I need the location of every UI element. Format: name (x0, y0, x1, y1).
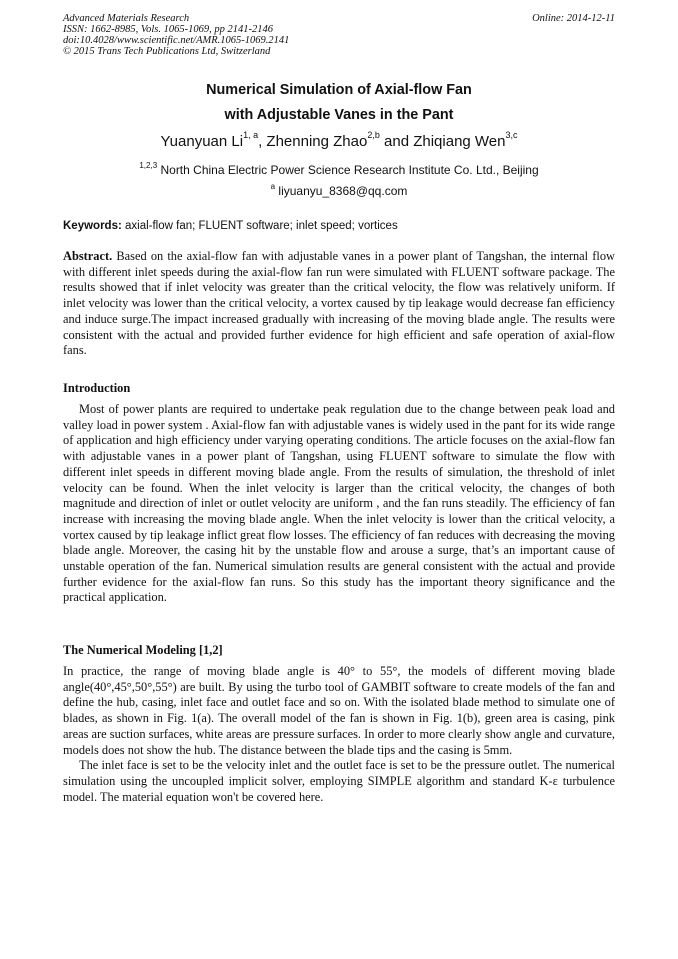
author-superscript: 3,c (505, 130, 518, 140)
author-name: Yuanyuan Li (160, 133, 244, 150)
email-line (63, 183, 615, 199)
numerical-modeling-heading: The Numerical Modeling [1,2] (63, 643, 223, 657)
introduction-heading: Introduction (63, 381, 131, 395)
author-separator: , (258, 133, 263, 150)
copyright-line: © 2015 Trans Tech Publications Ltd, Switzerland (63, 46, 271, 57)
keywords-label: Keywords: (63, 220, 122, 232)
author-superscript: 2,b (367, 130, 380, 140)
numerical-paragraph-2: The inlet face is set to be the velocity inlet and the outlet face is set to be the pressure outlet. The numerical simulation using the uncoupled implicit solver, employing SIMPLE algorithm and standard K-ε turbulence model. The material equation won't be covered here. (63, 758, 615, 804)
introduction-section (63, 402, 615, 606)
author-superscript: 1, a (243, 130, 259, 140)
author-separator: and (379, 133, 414, 150)
author-list (63, 132, 615, 152)
abstract-text: Based on the axial-flow fan with adjustable vanes in a power plant of Tangshan, the internal flow with different inlet speeds during the axial-flow fan run were simulated with FLUENT software package. The results showed that if inlet velocity was greater than the critical velocity, the flow was relatively uniform. If inlet velocity was lower than the critical velocity, a vortex caused by tip leakage would decrease fan efficiency and induce surge.The impact increased gradually with increasing of the moving blade angle. The results were consistent with the actual and provided further evidence for high efficient and safe operation of axial-flow fans. (63, 249, 615, 358)
email-superscript: a (270, 182, 276, 191)
keywords (63, 218, 615, 234)
email-address: liyuanyu_8368@qq.com (275, 184, 408, 198)
doi-line: doi:10.4028/www.scientific.net/AMR.1065-1069.2141 (63, 35, 290, 46)
journal-header (63, 13, 615, 57)
keywords-text: axial-flow fan; FLUENT software; inlet speed; vortices (121, 220, 398, 232)
online-date: Online: 2014-12-11 (532, 13, 615, 24)
numerical-paragraph-1: In practice, the range of moving blade angle is 40° to 55°, the models of different moving blade angle(40°,45°,50°,55°) are built. By using the turbo tool of GAMBIT software to create models of the fan and define the hub, casing, inlet face and outlet face and so on. With the isolated blade method to simulate one of blades, as shown in Fig. 1(a). The overall model of the fan is shown in Fig. 1(b), green area is casing, pink areas are suction surfaces, white areas are pressure surfaces. In order to more clearly show angle and curvature, models does not show the hub. The distance between the blade tips and the casing is 5mm. (63, 664, 615, 757)
author-name: Zhenning Zhao (262, 133, 368, 150)
abstract-label: Abstract. (63, 249, 113, 263)
affiliation-text: North China Electric Power Science Research Institute Co. Ltd., Beijing (157, 163, 539, 177)
numerical-modeling-section (63, 664, 615, 805)
introduction-paragraph: Most of power plants are required to undertake peak regulation due to the change between peak load and valley load in power system . Axial-flow fan with adjustable vanes is widely used in the pant for its wide range of application and high efficiency under varying operating conditions. The article focuses on the axial-flow fan with adjustable vanes in a power plant of Tangshan, using FLUENT software to simulate the flow with different inlet speeds in different moving blade angle. From the results of simulation, the threshold of inlet velocity can be found. When the inlet velocity is larger than the critical velocity, the changes of both magnitude and direction of inlet or outlet velocity are uniform , and the fan runs steadily. The efficiency of fan increase with increasing the moving blade angle. When the inlet velocity is lower than the critical velocity, a vortex caused by tip leakage inflict great flow losses. The efficiency of fan reduces with decreasing the moving blade angle. Moreover, the casing hit by the unstable flow and arouse a surge, that’s an important cause of unstable operation of the fan. Numerical simulation results are general consistent with the actual and provide further evidence for the axial-flow fan runs. So this study has the important theory significance and the practical application. (63, 402, 615, 605)
author-name: Zhiqiang Wen (413, 133, 506, 150)
paper-title-line-2: with Adjustable Vanes in the Pant (224, 107, 454, 123)
abstract (63, 249, 615, 359)
affiliation (63, 162, 615, 178)
paper-title-line-1: Numerical Simulation of Axial-flow Fan (206, 82, 472, 98)
journal-name: Advanced Materials Research (63, 13, 190, 24)
affiliation-superscript: 1,2,3 (139, 161, 158, 170)
issn-line: ISSN: 1662-8985, Vols. 1065-1069, pp 2141-2146 (63, 24, 273, 35)
